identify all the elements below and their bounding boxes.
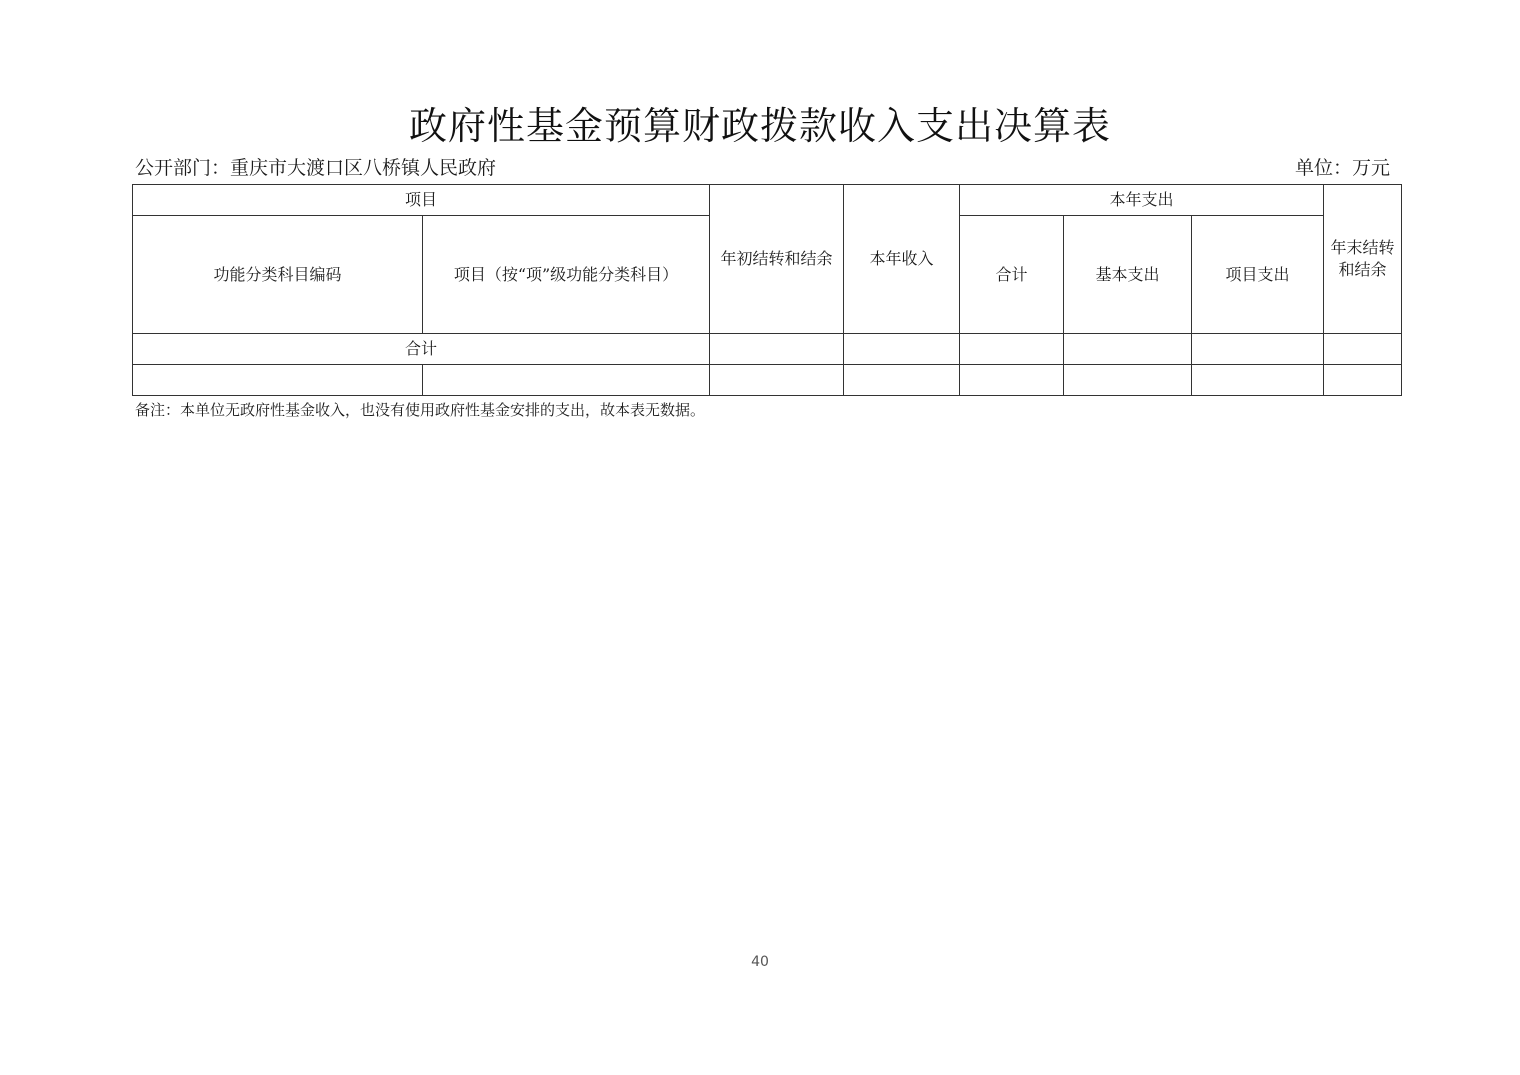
header-project-item: 项目（按“项”级功能分类科目）	[423, 216, 710, 334]
table-cell	[1064, 334, 1192, 365]
table-cell	[960, 365, 1064, 396]
table-header-row	[133, 185, 1402, 216]
table-cell	[710, 365, 844, 396]
total-row-label: 合计	[133, 334, 710, 365]
department-label: 公开部门：重庆市大渡口区八桥镇人民政府	[135, 157, 497, 179]
header-project-expense: 项目支出	[1192, 216, 1324, 334]
table-cell	[844, 365, 960, 396]
budget-table	[132, 184, 1402, 396]
remark-note: 备注：本单位无政府性基金收入，也没有使用政府性基金安排的支出，故本表无数据。	[135, 401, 706, 419]
header-year-income: 本年收入	[844, 185, 960, 334]
page-title: 政府性基金预算财政拨款收入支出决算表	[408, 104, 1111, 148]
table-cell	[1192, 334, 1324, 365]
table-cell	[710, 334, 844, 365]
table-cell	[423, 365, 710, 396]
table-cell	[1324, 334, 1402, 365]
header-closing-balance: 年末结转和结余	[1324, 185, 1402, 334]
table-cell	[844, 334, 960, 365]
header-project: 项目	[133, 185, 710, 216]
header-code: 功能分类科目编码	[133, 216, 423, 334]
table-cell	[1324, 365, 1402, 396]
unit-label: 单位：万元	[1294, 157, 1390, 179]
header-opening-balance: 年初结转和结余	[710, 185, 844, 334]
table-cell	[133, 365, 423, 396]
header-basic-expense: 基本支出	[1064, 216, 1192, 334]
table-cell	[960, 334, 1064, 365]
header-year-expense: 本年支出	[960, 185, 1324, 216]
table-row	[133, 365, 1402, 396]
table-cell	[1064, 365, 1192, 396]
table-total-row	[133, 334, 1402, 365]
page-number: 40	[751, 954, 769, 970]
header-total: 合计	[960, 216, 1064, 334]
table-cell	[1192, 365, 1324, 396]
